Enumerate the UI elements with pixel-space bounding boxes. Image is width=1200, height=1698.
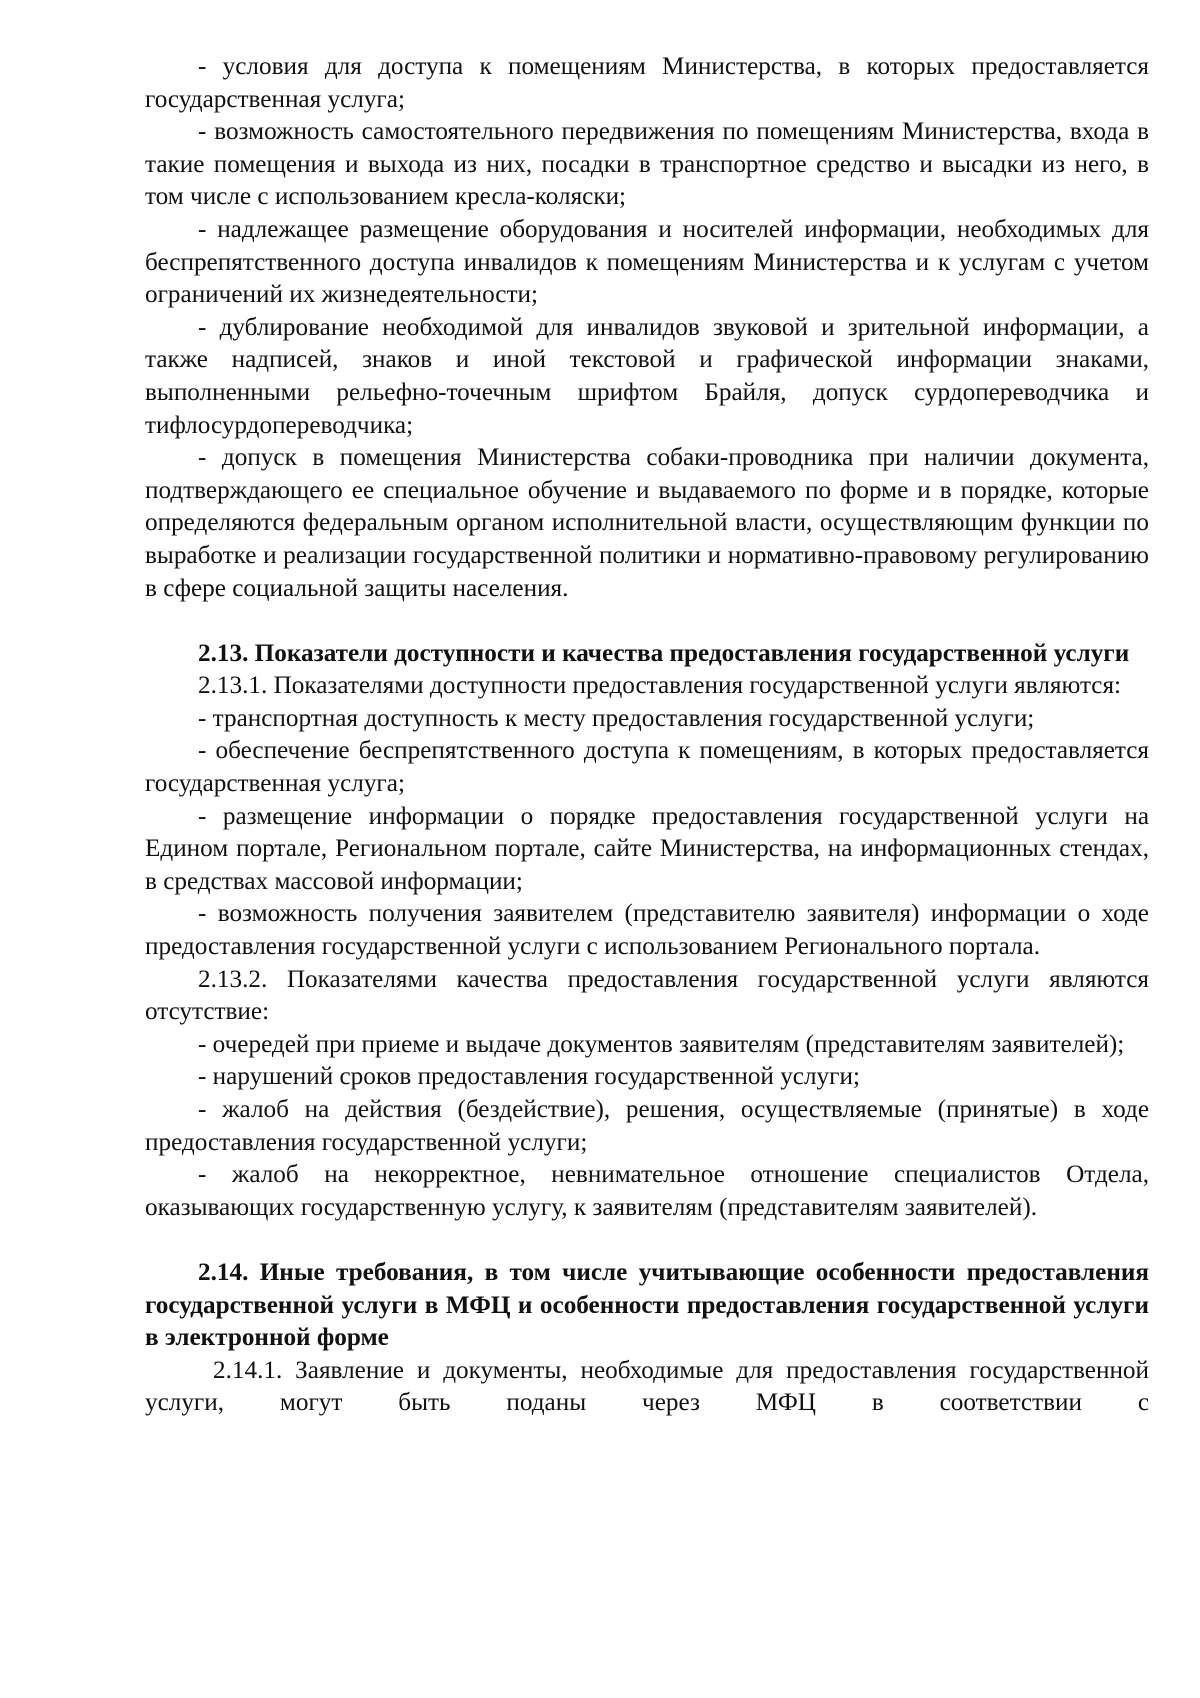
list-item-no-complaints-actions: - жалоб на действия (бездействие), решения, осуществляемые (принятые) в ходе предоставления государственной услуги; [145,1096,1149,1156]
list-item-no-queues: - очередей при приеме и выдаче документов заявителям (представителям заявителей); [198,1030,1125,1058]
list-item-access-conditions: - условия для доступа к помещениям Министерства, в которых предоставляется государственная услуга; [145,53,1149,113]
paragraph-2-13-1: 2.13.1. Показателями доступности предоставления государственной услуги являются: [198,672,1122,700]
section-heading-2-14: 2.14. Иные требования, в том числе учитывающие особенности предоставления государственной услуги в МФЦ и особенности предоставления государственной услуги в электронной форме [145,1258,1149,1352]
section-heading-2-13: 2.13. Показатели доступности и качества предоставления государственной услуги [198,639,1130,667]
paragraph-2-13-2: 2.13.2. Показателями качества предоставления государственной услуги являются отсутствие: [145,965,1149,1026]
document-page [145,51,1149,1420]
list-item-transport-accessibility: - транспортная доступность к месту предоставления государственной услуги; [198,704,1035,732]
list-item-information-placement: - размещение информации о порядке предоставления государственной услуги на Едином портале, Региональном портале, сайте Министерства, на информационных стендах, в средствах массовой информации; [145,802,1149,895]
paragraph-spacer [145,1224,1149,1257]
list-item-no-deadline-violations: - нарушений сроков предоставления государственной услуги; [198,1063,860,1091]
list-item-progress-information: - возможность получения заявителем (представителю заявителя) информации о ходе предоставления государственной услуги с использованием Регионального портала. [145,900,1149,961]
list-item-unobstructed-access: - обеспечение беспрепятственного доступа к помещениям, в которых предоставляется государственная услуга; [145,737,1149,798]
list-item-independent-movement: - возможность самостоятельного передвижения по помещениям Министерства, входа в такие помещения и выхода из них, посадки в транспортное средство и высадки из него, в том числе с использованием кресла-коляски; [145,118,1149,211]
list-item-guide-dog-access: - допуск в помещения Министерства собаки-проводника при наличии документа, подтверждающего ее специальное обучение и выдаваемого по форме и в порядке, которые определяются федеральным органом исполнительной власти, осуществляющим функции по выработке и реализации государственной политики и нормативно-правовому регулированию в сфере социальной защиты населения. [145,444,1149,602]
list-item-no-complaints-staff: - жалоб на некорректное, невнимательное отношение специалистов Отдела, оказывающих государственную услугу, к заявителям (представителям заявителей). [145,1161,1149,1221]
paragraph-spacer [145,605,1149,638]
paragraph-2-14-1: 2.14.1. Заявление и документы, необходимые для предоставления государственной услуги, могут быть поданы через МФЦ в соответствии с [145,1356,1149,1417]
list-item-equipment-placement: - надлежащее размещение оборудования и носителей информации, необходимых для беспрепятственного доступа инвалидов к помещениям Министерства и к услугам с учетом ограничений их жизнедеятельности; [145,215,1149,309]
list-item-information-duplication: - дублирование необходимой для инвалидов звуковой и зрительной информации, а также надписей, знаков и иной текстовой и графической информации знаками, выполненными рельефно-точечным шрифтом Брайля, допуск сурдопереводчика и тифлосурдопереводчика; [145,313,1149,439]
